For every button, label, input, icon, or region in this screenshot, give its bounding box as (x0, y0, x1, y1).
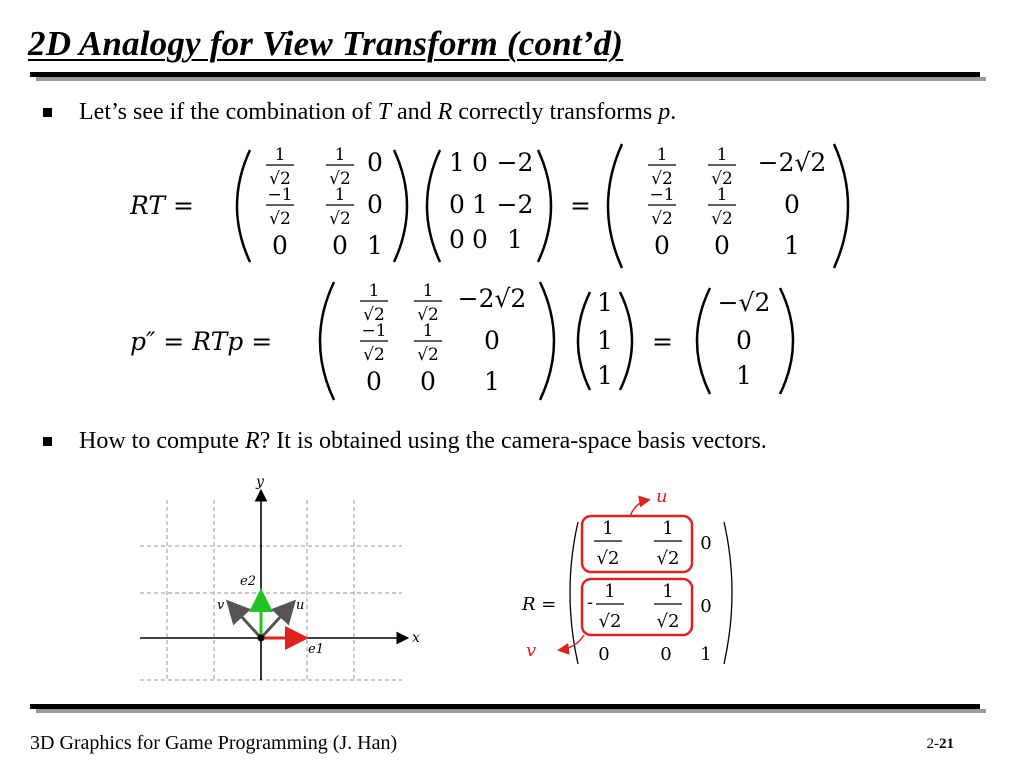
matrix-entry: 0 (714, 231, 730, 260)
u-vector (261, 604, 292, 638)
frac-num: 1 (716, 185, 728, 205)
vector-entry: 1 (597, 361, 613, 390)
paren-left (578, 292, 590, 390)
bullet-2-text-b: ? It is obtained using the camera-space basis vectors. (259, 428, 767, 454)
e1-label: e1 (308, 642, 324, 657)
frac-num: 1 (602, 518, 614, 539)
matrix-entry: 0 (332, 231, 348, 260)
frac-den: √2 (417, 345, 439, 365)
r-matrix-figure (512, 482, 752, 672)
y-axis-label: y (256, 474, 264, 490)
frac-num: −1 (361, 321, 387, 341)
v-label: v (217, 598, 225, 613)
page-prefix: 2- (926, 736, 939, 752)
bullet-1-text-b: and (390, 99, 438, 125)
matrix-entry: 0 (472, 148, 488, 177)
matrix-entry: 0 (654, 231, 670, 260)
bullet-1-text-a: Let’s see if the combination of (79, 99, 378, 125)
bullet-1-text-c: correctly transforms (452, 99, 659, 125)
u-arrow (630, 500, 648, 516)
matrix-entry: 1 (367, 231, 383, 260)
footer-course-title: 3D Graphics for Game Programming (J. Han) (30, 732, 398, 754)
paren-left (427, 150, 440, 262)
frac-den: √2 (598, 611, 622, 632)
matrix-entry: 0 (660, 644, 672, 665)
bullet-square-icon (43, 437, 52, 446)
basis-vector-diagram (140, 470, 430, 685)
frac-num: −1 (267, 185, 293, 205)
page-number-value: 21 (939, 736, 954, 752)
frac-num: 1 (422, 321, 434, 341)
bullet-1-var-p: p (658, 99, 671, 125)
frac-den: √2 (651, 209, 673, 229)
paren-right (540, 282, 554, 400)
bullet-2-var-R: R (244, 428, 260, 454)
matrix-entry: 0 (784, 190, 800, 219)
matrix-entry: 0 (700, 596, 712, 617)
frac-num: 1 (656, 145, 668, 165)
frac-num: 1 (274, 145, 286, 165)
frac-den: √2 (596, 548, 620, 569)
vector-entry: 0 (736, 326, 752, 355)
bullet-1-var-T: T (377, 99, 391, 125)
paren-right (834, 144, 848, 268)
frac-num: 1 (662, 518, 674, 539)
paren-left (237, 150, 250, 262)
rt-lhs: RT = (130, 191, 194, 220)
matrix-entry: 1 (484, 367, 500, 396)
frac-den: √2 (711, 209, 733, 229)
v-arrow (560, 635, 584, 650)
v-matrix-label: v (526, 640, 537, 661)
bullet-1-text-d: . (670, 99, 677, 125)
matrix-entry: −2 (496, 148, 534, 177)
matrix-entry: 0 (272, 231, 288, 260)
vector-entry: 1 (597, 326, 613, 355)
r-lhs: R = (522, 594, 557, 615)
matrix-entry: 0 (449, 190, 465, 219)
bullet-1-var-R: R (437, 99, 453, 125)
matrix-entry: −2√2 (457, 284, 527, 313)
frac-num: −1 (649, 185, 675, 205)
top-divider-shadow (36, 77, 986, 81)
e2-label: e2 (240, 574, 256, 589)
frac-num: 1 (716, 145, 728, 165)
p-lhs: p″ = RTp = (130, 327, 273, 356)
grid-lines (140, 500, 402, 680)
vector-entry: 1 (736, 361, 752, 390)
minus-sign: - (586, 592, 594, 613)
frac-den: √2 (656, 548, 680, 569)
frac-num: 1 (334, 185, 346, 205)
frac-num: 1 (368, 281, 380, 301)
matrix-entry: 1 (507, 225, 523, 254)
frac-den: √2 (417, 305, 439, 325)
frac-num: 1 (422, 281, 434, 301)
paren-left (320, 282, 334, 400)
equals-sign: = (570, 191, 591, 220)
matrix-entry: 0 (366, 367, 382, 396)
page-number (927, 736, 955, 753)
matrix-entry: 0 (472, 225, 488, 254)
matrix-entry: 1 (472, 190, 488, 219)
u-label: u (296, 598, 305, 613)
frac-num: 1 (604, 581, 616, 602)
frac-num: 1 (334, 145, 346, 165)
frac-den: √2 (363, 345, 385, 365)
v-vector (230, 604, 261, 638)
frac-den: √2 (711, 169, 733, 189)
equals-sign: = (652, 327, 673, 356)
u-matrix-label: u (656, 486, 668, 507)
frac-den: √2 (269, 209, 291, 229)
x-axis-label: x (412, 630, 420, 646)
paren-right (780, 288, 793, 394)
frac-num: 1 (662, 581, 674, 602)
frac-den: √2 (329, 169, 351, 189)
equation-block (130, 138, 870, 408)
matrix-entry: 1 (784, 231, 800, 260)
paren-right (620, 292, 632, 390)
matrix-entry: −2 (496, 190, 534, 219)
slide-title: 2D Analogy for View Transform (cont’d) (28, 24, 624, 63)
frac-den: √2 (363, 305, 385, 325)
paren-right (538, 150, 551, 262)
paren-right (724, 522, 732, 664)
paren-left (697, 288, 710, 394)
origin-point (258, 635, 265, 642)
matrix-entry: 0 (449, 225, 465, 254)
matrix-entry: 0 (484, 326, 500, 355)
paren-left (608, 144, 622, 268)
matrix-entry: 0 (700, 533, 712, 554)
frac-den: √2 (656, 611, 680, 632)
frac-den: √2 (329, 209, 351, 229)
matrix-entry: 0 (367, 190, 383, 219)
matrix-entry: −2√2 (757, 148, 827, 177)
bullet-1 (79, 98, 676, 126)
bullet-2-text-a: How to compute (79, 428, 245, 454)
bottom-divider-shadow (36, 709, 986, 713)
matrix-entry: 0 (598, 644, 610, 665)
vector-entry: 1 (597, 288, 613, 317)
frac-den: √2 (269, 169, 291, 189)
matrix-entry: 0 (420, 367, 436, 396)
paren-right (394, 150, 407, 262)
bullet-2 (79, 427, 767, 455)
bullet-square-icon (43, 108, 52, 117)
vector-entry: −√2 (717, 288, 771, 317)
frac-den: √2 (651, 169, 673, 189)
matrix-entry: 1 (700, 644, 712, 665)
matrix-entry: 0 (367, 148, 383, 177)
matrix-entry: 1 (449, 148, 465, 177)
